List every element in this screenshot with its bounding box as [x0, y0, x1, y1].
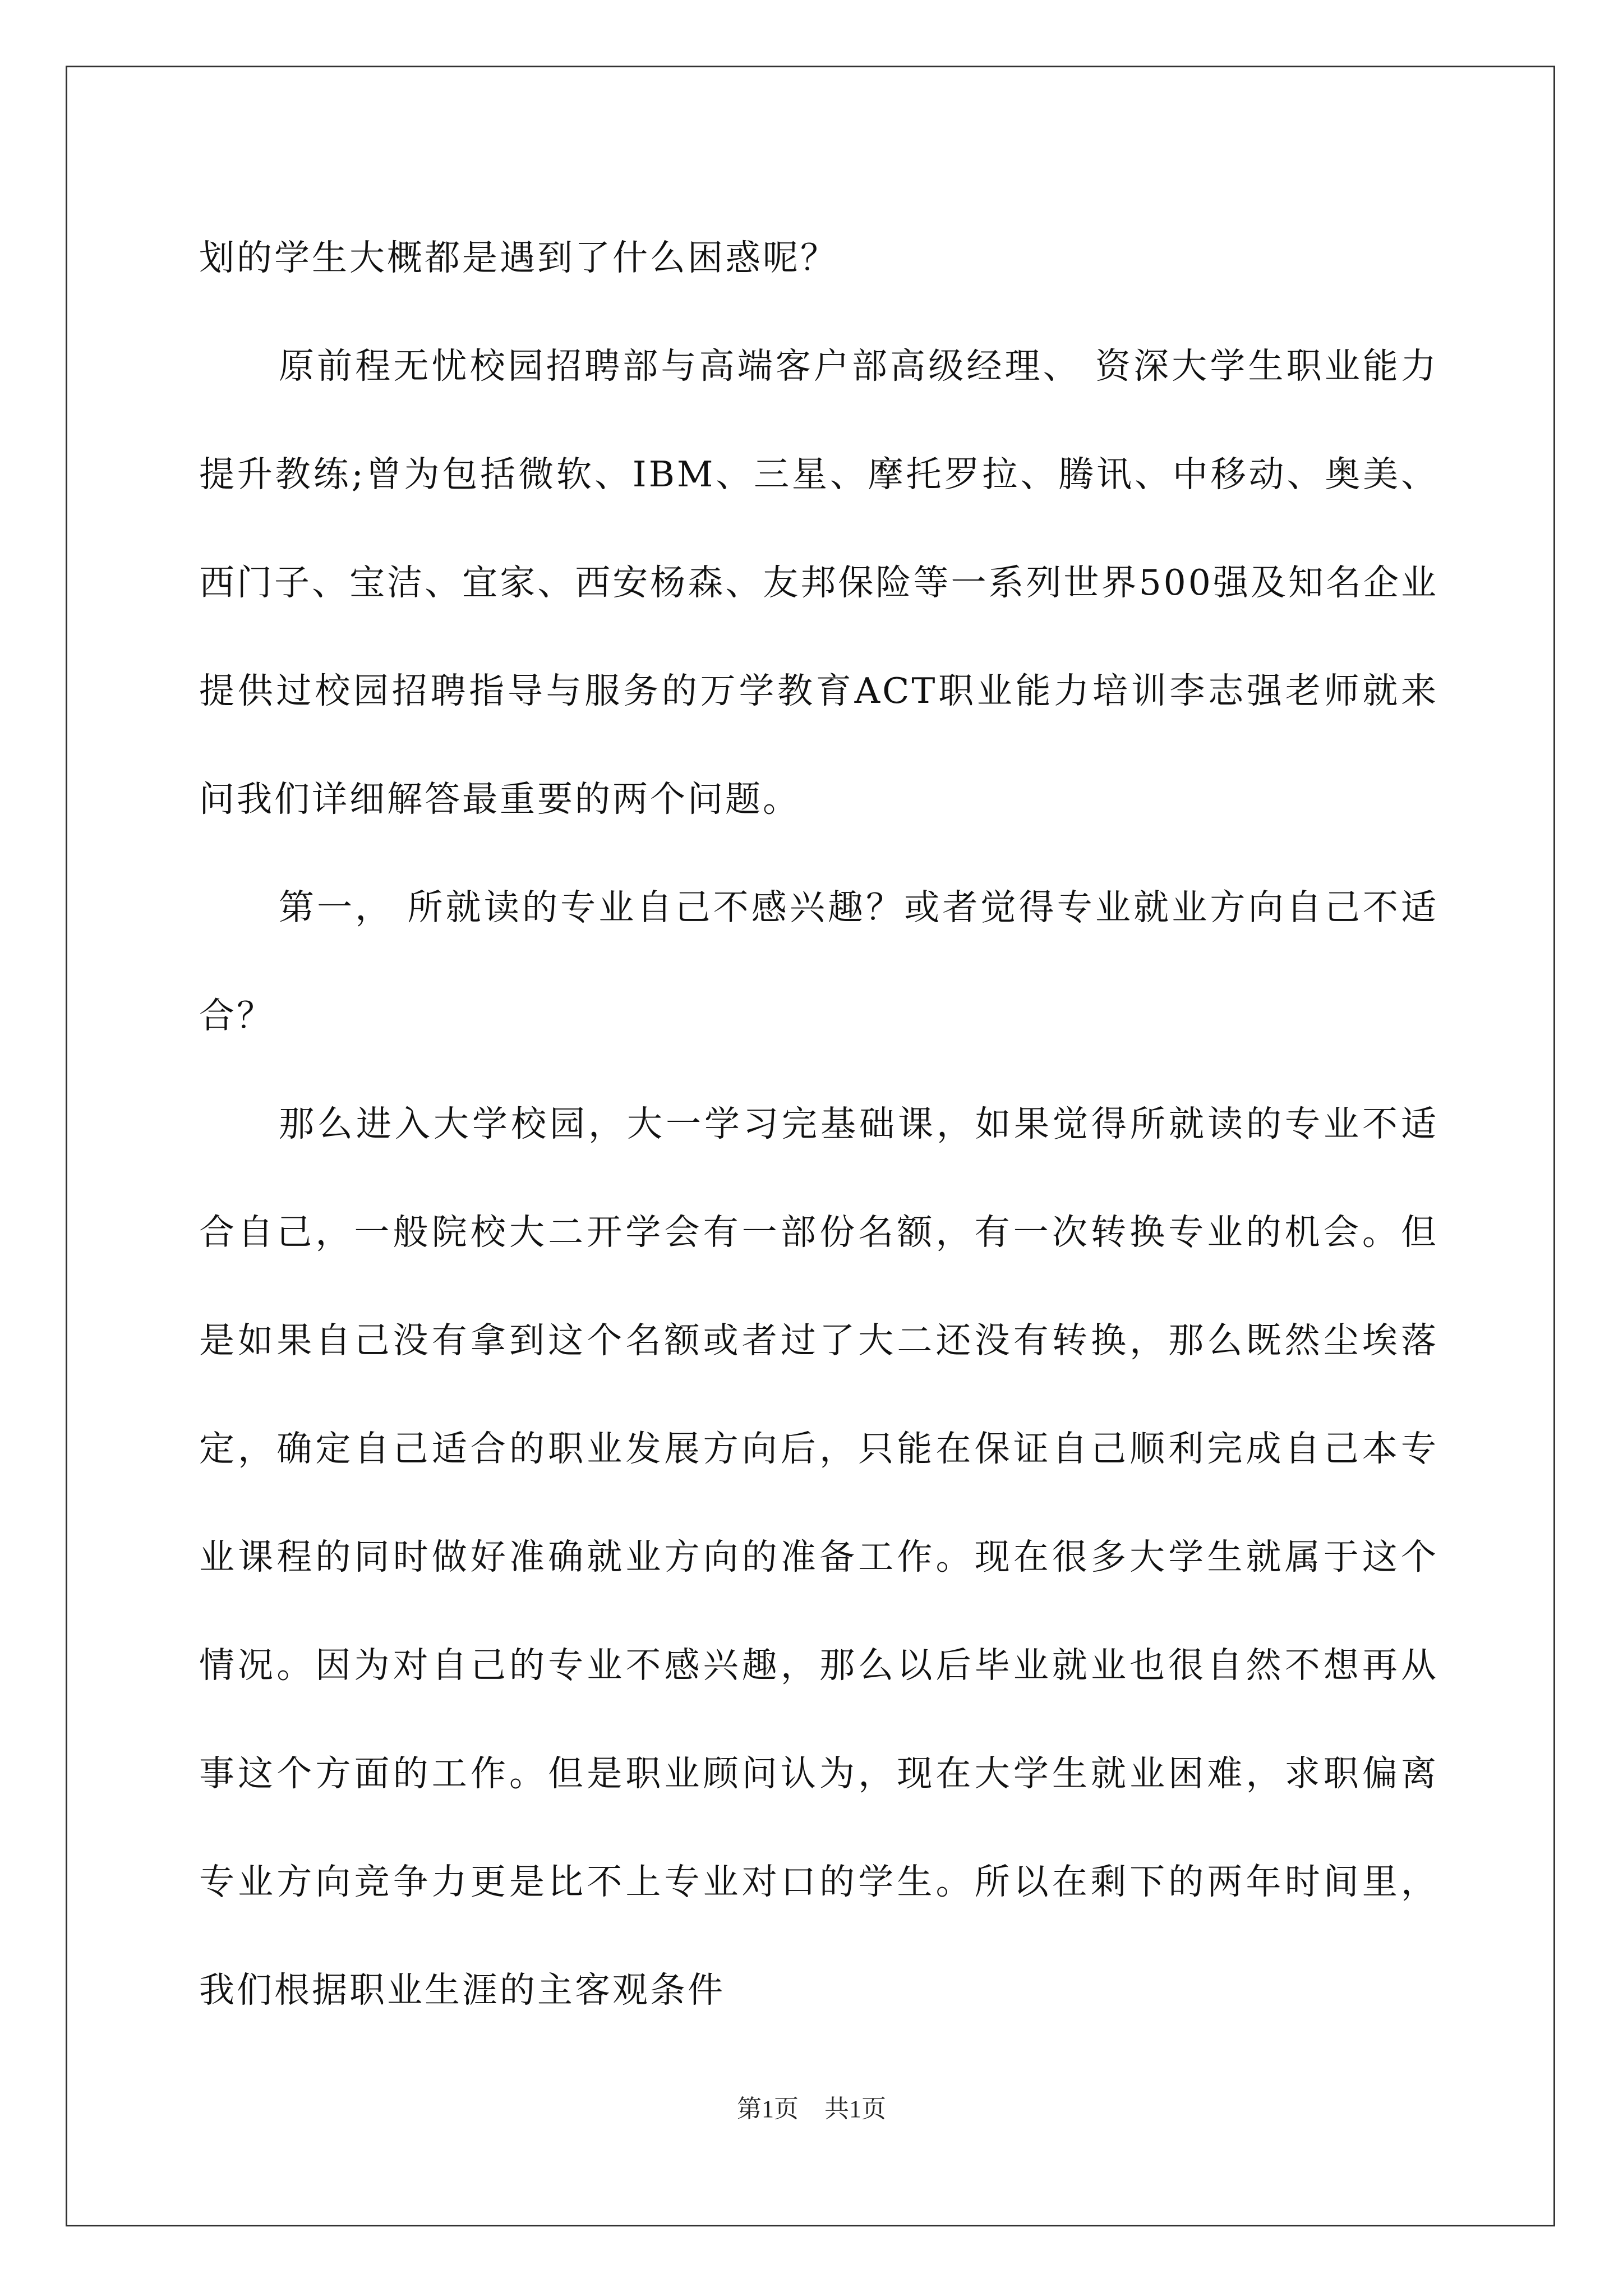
paragraph-4: 那么进入大学校园，大一学习完基础课，如果觉得所就读的专业不适合自己，一般院校大二开学会有一部份名额，有一次转换专业的机会。但是如果自己没有拿到这个名额或者过了大二还没有转换，那么既然尘埃落定，确定自己适合的职业发展方向后，只能在保证自己顺利完成自己本专业课程的同时做好准确就业方向的准备工作。现在很多大学生就属于这个情况。因为对自己的专业不感兴趣，那么以后毕业就业也很自然不想再从事这个方面的工作。但是职业顾问认为，现在大学生就业困难，求职偏离专业方向竞争力更是比不上专业对口的学生。所以在剩下的两年时间里，我们根据职业生涯的主客观条件: [199, 1103, 1438, 2010]
paragraph-2: 原前程无忧校园招聘部与高端客户部高级经理、 资深大学生职业能力提升教练;曾为包括微软、IBM、三星、摩托罗拉、腾讯、中移动、奥美、西门子、宝洁、宜家、西安杨森、友邦保险等一系列世界500强及知名企业提供过校园招聘指导与服务的万学教育ACT职业能力培训李志强老师就来问我们详细解答最重要的两个问题。: [199, 346, 1438, 820]
page-footer: [0, 2092, 1623, 2126]
page-number: 第1页: [737, 2095, 799, 2123]
paragraph-1: 划的学生大概都是遇到了什么困惑呢？: [199, 237, 838, 278]
document-body: [199, 204, 1438, 2044]
paragraph-3: 第一， 所就读的专业自己不感兴趣？或者觉得专业就业方向自己不适合？: [199, 887, 1438, 1036]
page-total: 共1页: [824, 2095, 886, 2123]
